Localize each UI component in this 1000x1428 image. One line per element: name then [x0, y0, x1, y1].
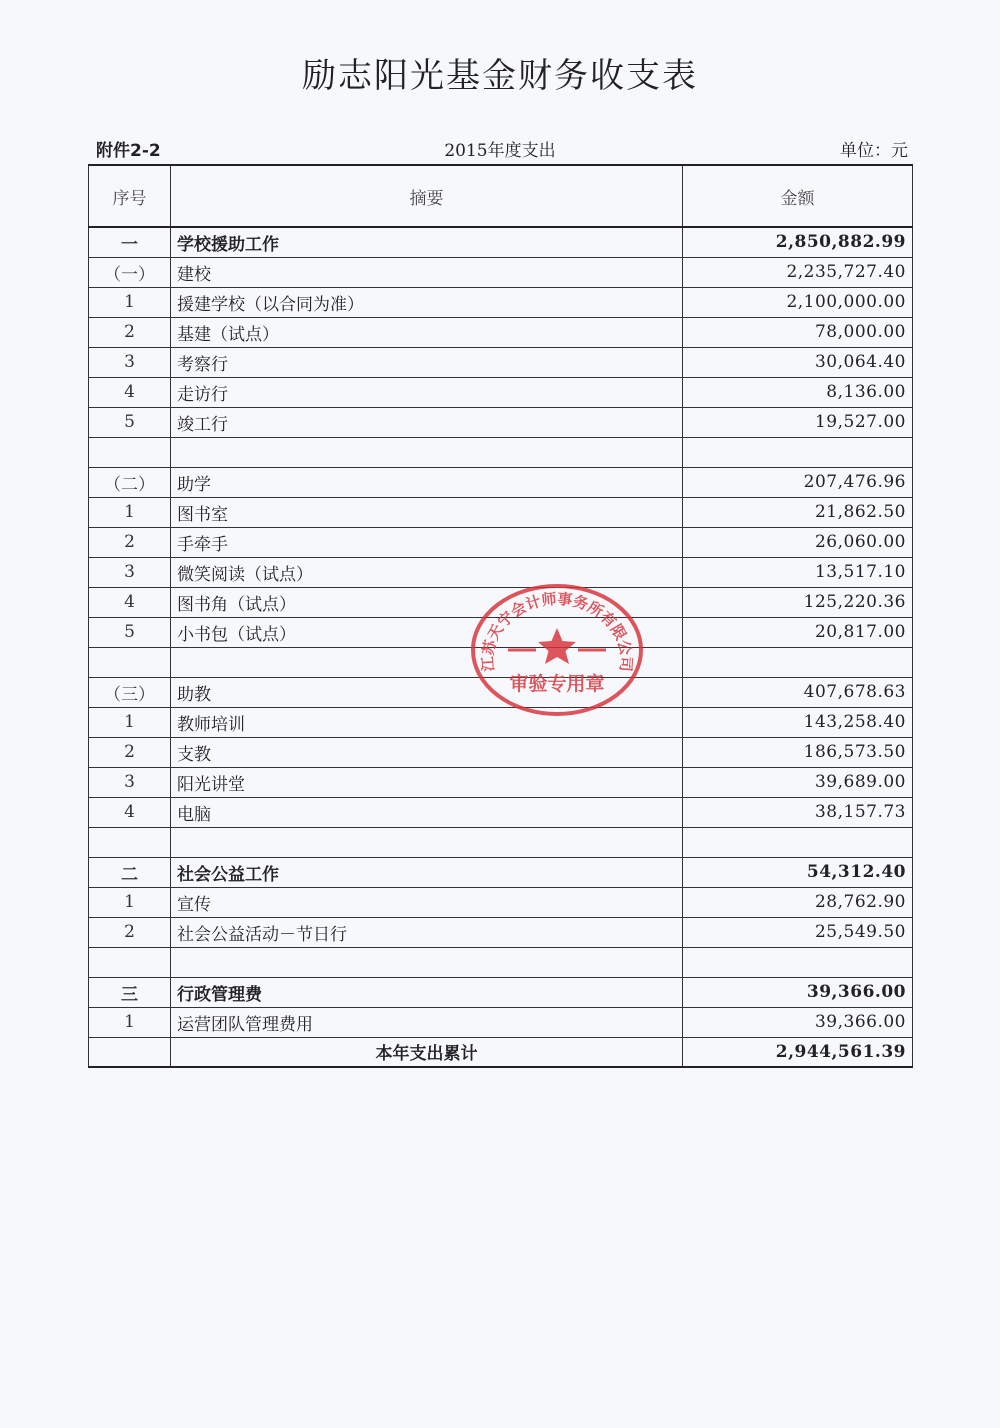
amount-cell: 25,549.50 [683, 917, 913, 947]
spacer-row [89, 947, 913, 977]
seq-cell: 1 [89, 287, 171, 317]
table-row [89, 857, 913, 887]
desc-cell: 社会公益活动－节日行 [171, 917, 683, 947]
seal-org-text: 江苏天宁会计师事务所有限公司 [478, 589, 636, 673]
desc-cell: 走访行 [171, 377, 683, 407]
seq-cell: 1 [89, 497, 171, 527]
seq-cell: （三） [89, 677, 171, 707]
amount-cell: 2,235,727.40 [683, 257, 913, 287]
desc-cell: 建校 [171, 257, 683, 287]
table-row [89, 617, 913, 647]
amount-cell: 2,100,000.00 [683, 287, 913, 317]
column-header-amount: 金额 [683, 165, 913, 227]
amount-cell: 143,258.40 [683, 707, 913, 737]
table-body [89, 227, 913, 1067]
seq-cell: 3 [89, 347, 171, 377]
desc-cell: 小书包（试点） [171, 617, 683, 647]
amount-cell: 13,517.10 [683, 557, 913, 587]
table-row [89, 587, 913, 617]
desc-cell: 支教 [171, 737, 683, 767]
amount-cell: 8,136.00 [683, 377, 913, 407]
desc-cell: 宣传 [171, 887, 683, 917]
table-subtitle: 2015年度支出 [444, 141, 556, 161]
seq-cell: 4 [89, 797, 171, 827]
table-row [89, 767, 913, 797]
desc-cell: 社会公益工作 [171, 857, 683, 887]
amount-cell: 2,850,882.99 [683, 227, 913, 257]
seq-cell [89, 437, 171, 467]
seq-cell: 4 [89, 587, 171, 617]
total-amount: 2,944,561.39 [683, 1037, 913, 1067]
desc-cell [171, 437, 683, 467]
desc-cell: 助学 [171, 467, 683, 497]
seq-cell: 1 [89, 707, 171, 737]
seq-cell: 1 [89, 887, 171, 917]
desc-cell: 考察行 [171, 347, 683, 377]
total-label: 本年支出累计 [171, 1037, 683, 1067]
table-row [89, 917, 913, 947]
desc-cell: 学校援助工作 [171, 227, 683, 257]
seq-cell: （二） [89, 467, 171, 497]
desc-cell [171, 827, 683, 857]
table-row [89, 1007, 913, 1037]
seq-cell: 2 [89, 737, 171, 767]
seq-cell: 2 [89, 917, 171, 947]
desc-cell [171, 647, 683, 677]
table-row [89, 797, 913, 827]
seq-cell [89, 1037, 171, 1067]
table-row [89, 497, 913, 527]
seq-cell: 3 [89, 557, 171, 587]
amount-cell: 26,060.00 [683, 527, 913, 557]
table-row [89, 557, 913, 587]
amount-cell [683, 437, 913, 467]
amount-cell: 21,862.50 [683, 497, 913, 527]
spacer-row [89, 827, 913, 857]
amount-cell: 125,220.36 [683, 587, 913, 617]
table-row [89, 707, 913, 737]
table-row [89, 287, 913, 317]
seq-cell: （一） [89, 257, 171, 287]
table-row [89, 227, 913, 257]
seq-cell: 2 [89, 527, 171, 557]
amount-cell: 39,366.00 [683, 977, 913, 1007]
table-row [89, 347, 913, 377]
desc-cell: 阳光讲堂 [171, 767, 683, 797]
table-row [89, 257, 913, 287]
expense-table [88, 164, 913, 1068]
table-row [89, 677, 913, 707]
desc-cell: 电脑 [171, 797, 683, 827]
desc-cell: 微笑阅读（试点） [171, 557, 683, 587]
amount-cell: 19,527.00 [683, 407, 913, 437]
table-row [89, 407, 913, 437]
seal-purpose-text: 审验专用章 [509, 673, 605, 695]
desc-cell: 行政管理费 [171, 977, 683, 1007]
amount-cell: 54,312.40 [683, 857, 913, 887]
amount-cell: 39,366.00 [683, 1007, 913, 1037]
unit-label: 单位：元 [840, 141, 908, 161]
seq-cell: 2 [89, 317, 171, 347]
table-header-row [89, 165, 913, 227]
desc-cell: 手牵手 [171, 527, 683, 557]
table-row [89, 527, 913, 557]
desc-cell: 竣工行 [171, 407, 683, 437]
seq-cell: 3 [89, 767, 171, 797]
amount-cell: 39,689.00 [683, 767, 913, 797]
table-row [89, 377, 913, 407]
table-row [89, 317, 913, 347]
desc-cell: 运营团队管理费用 [171, 1007, 683, 1037]
amount-cell: 28,762.90 [683, 887, 913, 917]
amount-cell [683, 947, 913, 977]
table-row [89, 887, 913, 917]
amount-cell [683, 647, 913, 677]
desc-cell: 基建（试点） [171, 317, 683, 347]
seq-cell [89, 827, 171, 857]
seq-cell [89, 647, 171, 677]
seq-cell: 5 [89, 617, 171, 647]
spacer-row [89, 647, 913, 677]
column-header-desc: 摘要 [171, 165, 683, 227]
desc-cell: 图书室 [171, 497, 683, 527]
table-row [89, 467, 913, 497]
amount-cell: 30,064.40 [683, 347, 913, 377]
table-row [89, 977, 913, 1007]
amount-cell: 78,000.00 [683, 317, 913, 347]
spacer-row [89, 437, 913, 467]
table-row [89, 737, 913, 767]
column-header-seq: 序号 [89, 165, 171, 227]
amount-cell: 207,476.96 [683, 467, 913, 497]
seq-cell: 1 [89, 1007, 171, 1037]
desc-cell: 援建学校（以合同为准） [171, 287, 683, 317]
amount-cell: 407,678.63 [683, 677, 913, 707]
desc-cell: 教师培训 [171, 707, 683, 737]
amount-cell: 38,157.73 [683, 797, 913, 827]
desc-cell: 助教 [171, 677, 683, 707]
seq-cell: 三 [89, 977, 171, 1007]
seq-cell: 二 [89, 857, 171, 887]
seq-cell [89, 947, 171, 977]
attachment-label: 附件2-2 [96, 141, 161, 161]
seq-cell: 4 [89, 377, 171, 407]
total-row [89, 1037, 913, 1067]
seq-cell: 5 [89, 407, 171, 437]
amount-cell [683, 827, 913, 857]
amount-cell: 20,817.00 [683, 617, 913, 647]
desc-cell: 图书角（试点） [171, 587, 683, 617]
amount-cell: 186,573.50 [683, 737, 913, 767]
seq-cell: 一 [89, 227, 171, 257]
document-title: 励志阳光基金财务收支表 [302, 56, 698, 96]
desc-cell [171, 947, 683, 977]
